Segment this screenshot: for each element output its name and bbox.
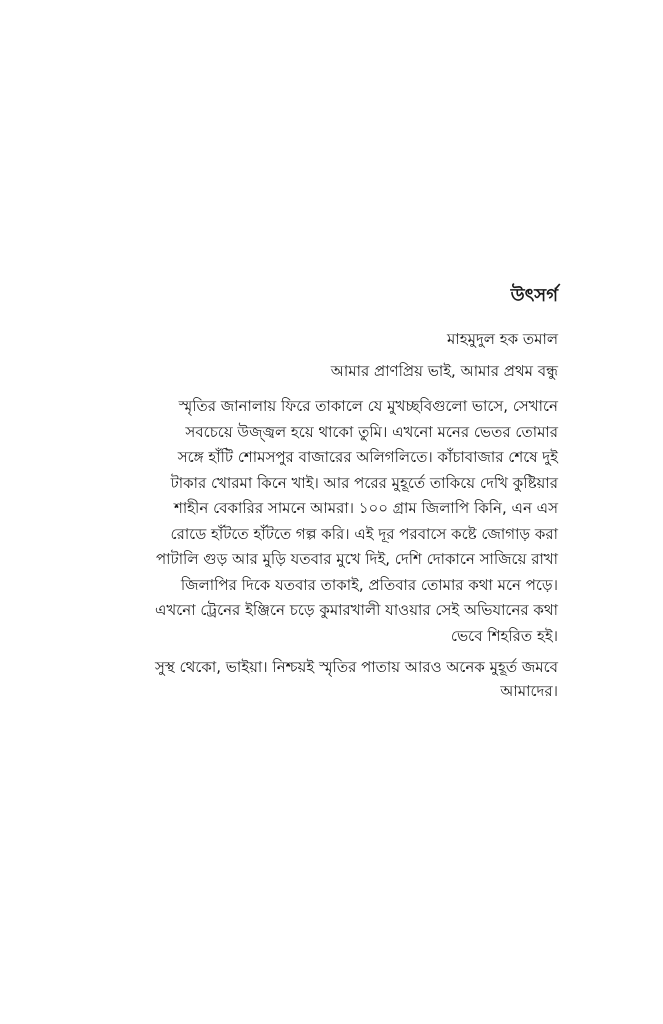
dedication-closing bbox=[104, 655, 558, 703]
dedication-body bbox=[104, 394, 558, 649]
closing-line: আমাদের। bbox=[500, 682, 558, 700]
closing-line: সুস্থ থেকো, ভাইয়া। নিশ্চয়ই স্মৃতির পাতায় আরও অনেক মুহূর্ত জমবে bbox=[154, 658, 558, 676]
dedication-line: টাকার খোরমা কিনে খাই। আর পরের মুহূর্তে তাকিয়ে দেখি কুষ্টিয়ার bbox=[170, 473, 558, 492]
dedication-line: জিলাপির দিকে যতবার তাকাই, প্রতিবার তোমার কথা মনে পড়ে। bbox=[180, 575, 558, 594]
dedicatee-name: মাহমুদুল হক তমাল bbox=[447, 330, 558, 348]
dedication-line: স্মৃতির জানালায় ফিরে তাকালে যে মুখচ্ছবিগুলো ভাসে, সেখানে bbox=[178, 397, 558, 415]
dedication-line: পাটালি গুড় আর মুড়ি যতবার মুখে দিই, দেশি দোকানে সাজিয়ে রাখা bbox=[156, 550, 558, 568]
dedication-line: এখনো ট্রেনের ইঞ্জিনে চড়ে কুমারখালী যাওয়ার সেই অভিযানের কথা bbox=[154, 601, 558, 619]
dedication-line: সবচেয়ে উজ্জ্বল হয়ে থাকো তুমি। এখনো মনের ভেতর তোমার bbox=[185, 422, 558, 441]
dedication-section bbox=[104, 284, 558, 703]
dedication-line: ভেবে শিহরিত হই। bbox=[450, 626, 558, 645]
dedication-line: শাহীন বেকারির সামনে আমরা। ১০০ গ্রাম জিলাপি কিনি, এন এস bbox=[173, 499, 558, 517]
dedicatee-relation: আমার প্রাণপ্রিয় ভাই, আমার প্রথম বন্ধু bbox=[330, 362, 558, 380]
dedication-heading: উৎসর্গ bbox=[510, 285, 558, 306]
dedication-line: সঙ্গে হাঁটি শোমসপুর বাজারের অলিগলিতে। কাঁচাবাজার শেষে দুই bbox=[177, 448, 558, 466]
dedication-line: রোডে হাঁটতে হাঁটতে গল্প করি। এই দূর পরবাসে কষ্টে জোগাড় করা bbox=[170, 524, 558, 543]
